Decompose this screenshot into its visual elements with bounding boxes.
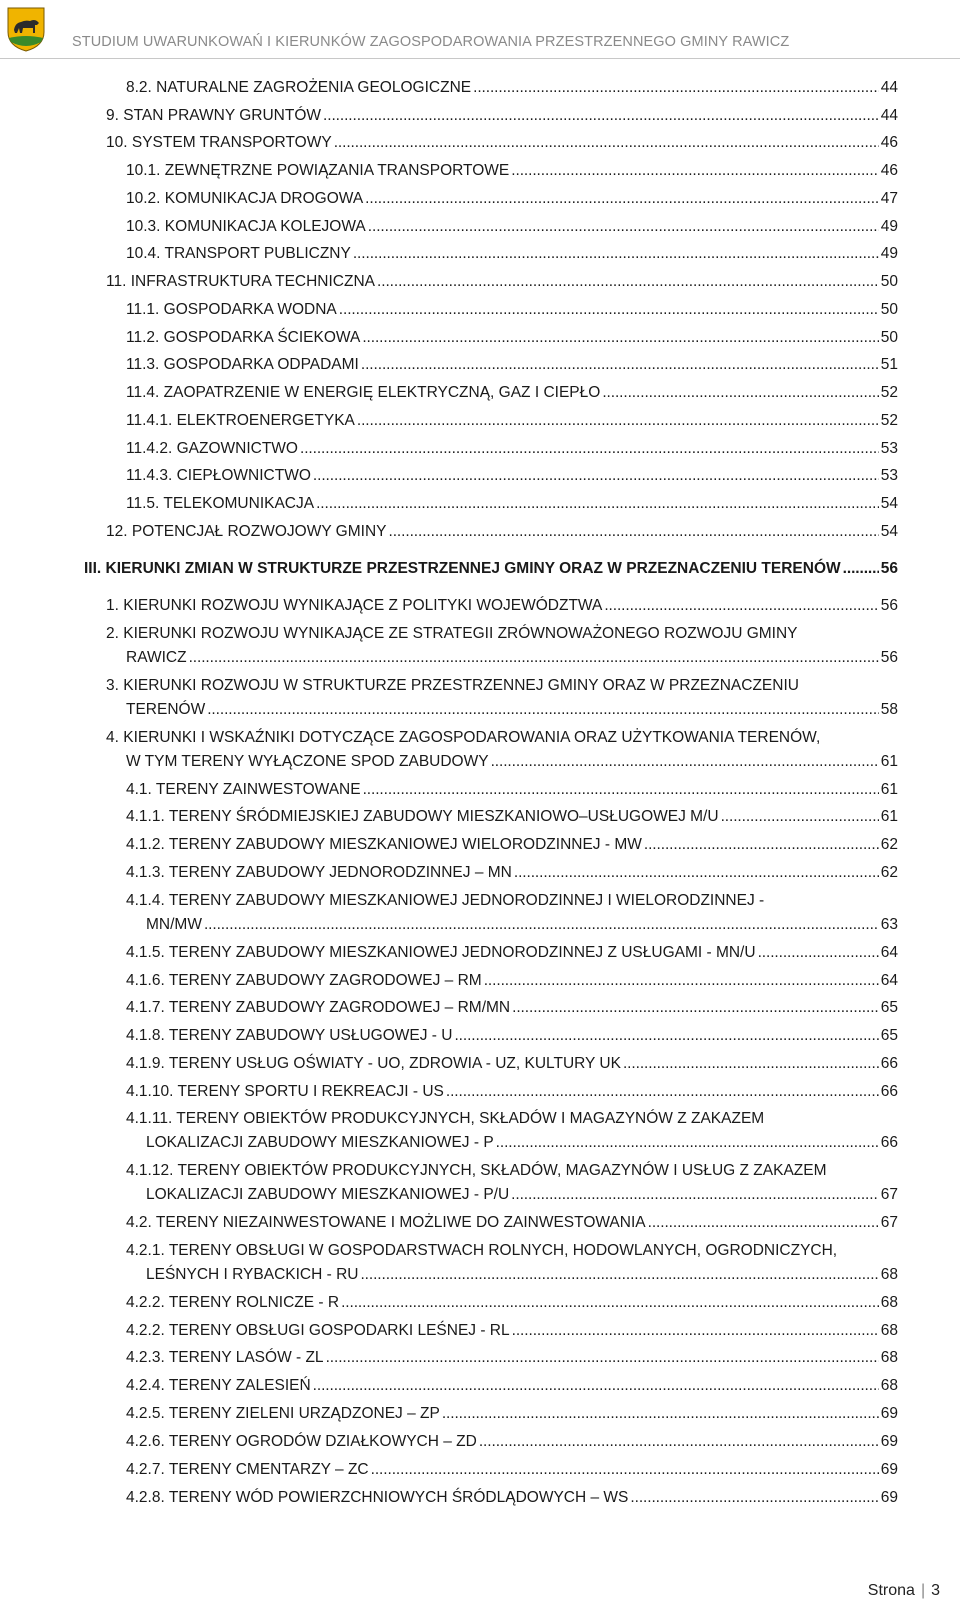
toc-number: 10.1. xyxy=(126,162,161,179)
toc-page-number: 66 xyxy=(880,1083,898,1100)
toc-leader-dots xyxy=(357,409,879,433)
toc-label xyxy=(126,833,642,857)
toc-leader-dots xyxy=(313,464,879,488)
toc-label xyxy=(126,996,510,1020)
bear-crest-icon xyxy=(6,6,46,52)
toc-page-number: 56 xyxy=(880,560,898,577)
toc-entry[interactable] xyxy=(126,187,898,211)
toc-leader-dots xyxy=(512,1319,879,1343)
toc-number: 10.4. xyxy=(126,245,161,262)
toc-label xyxy=(106,594,602,618)
toc-number: 11.3. xyxy=(126,356,160,373)
toc-page-number: 62 xyxy=(880,836,898,853)
toc-page-number: 64 xyxy=(880,972,898,989)
toc-page-number: 69 xyxy=(880,1433,898,1450)
toc-number: 4.1.2. xyxy=(126,836,165,853)
toc-number: 4.1.10. xyxy=(126,1083,174,1100)
toc-label xyxy=(126,1374,311,1398)
toc-title: TERENY LASÓW - ZL xyxy=(168,1349,324,1366)
toc-page-number: 61 xyxy=(880,808,898,825)
toc-title: KOMUNIKACJA DROGOWA xyxy=(164,190,364,207)
toc-leader-dots xyxy=(473,76,879,100)
toc-title: KOMUNIKACJA KOLEJOWA xyxy=(164,218,366,235)
toc-label xyxy=(126,326,360,350)
toc-title-continued: TERENÓW xyxy=(126,701,206,718)
toc-number: 10.3. xyxy=(126,218,161,235)
toc-leader-dots xyxy=(511,159,878,183)
toc-leader-dots xyxy=(371,1458,879,1482)
toc-leader-dots xyxy=(377,270,879,294)
toc-entry[interactable] xyxy=(126,805,898,829)
toc-number: 4.2.2. xyxy=(126,1294,165,1311)
toc-label xyxy=(126,1402,440,1426)
toc-leader-dots xyxy=(623,1052,879,1076)
toc-title: TERENY ŚRÓDMIEJSKIEJ ZABUDOWY MIESZKANIOWO–USŁUGOWEJ M/U xyxy=(168,808,719,825)
toc-page-number: 68 xyxy=(880,1294,898,1311)
toc-title: KIERUNKI ZMIAN W STRUKTURZE PRZESTRZENNEJ GMINY ORAZ W PRZEZNACZENIU TERENÓW xyxy=(105,560,841,577)
toc-label xyxy=(126,778,361,802)
toc-leader-dots xyxy=(189,646,879,670)
toc-number: 4.1.12. xyxy=(126,1162,174,1179)
toc-number: 4.1.7. xyxy=(126,999,165,1016)
toc-label xyxy=(126,1486,628,1510)
toc-label xyxy=(126,159,509,183)
toc-title: TERENY WÓD POWIERZCHNIOWYCH ŚRÓDLĄDOWYCH – WS xyxy=(168,1489,629,1506)
toc-number: 4.2.3. xyxy=(126,1349,165,1366)
toc-leader-dots xyxy=(843,557,879,581)
toc-page-number: 56 xyxy=(880,649,898,666)
toc-leader-dots xyxy=(360,1263,878,1287)
toc-number: 10. xyxy=(106,134,128,151)
toc-number: 11. xyxy=(106,273,127,290)
toc-title: CIEPŁOWNICTWO xyxy=(176,467,311,484)
toc-page-number: 53 xyxy=(880,440,898,457)
toc-label xyxy=(106,270,375,294)
toc-title: TERENY ROLNICZE - R xyxy=(168,1294,340,1311)
toc-number: 4.1.3. xyxy=(126,864,165,881)
toc-label xyxy=(126,941,756,965)
toc-title: ELEKTROENERGETYKA xyxy=(176,412,355,429)
toc-leader-dots xyxy=(353,242,879,266)
toc-leader-dots xyxy=(604,594,878,618)
toc-number: 4.2.5. xyxy=(126,1405,165,1422)
toc-page-number: 68 xyxy=(880,1266,898,1283)
toc-number: 4.1.8. xyxy=(126,1027,165,1044)
toc-title: TRANSPORT PUBLICZNY xyxy=(164,245,351,262)
toc-entry[interactable] xyxy=(126,409,898,433)
toc-page-number: 66 xyxy=(880,1055,898,1072)
toc-entry[interactable] xyxy=(126,889,898,937)
toc-entry-first-line xyxy=(126,1107,898,1131)
toc-title: KIERUNKI ROZWOJU W STRUKTURZE PRZESTRZENNEJ GMINY ORAZ W PRZEZNACZENIU xyxy=(123,677,799,694)
toc-number: 11.4.3. xyxy=(126,467,173,484)
toc-title: TERENY ZABUDOWY MIESZKANIOWEJ JEDNORODZINNEJ I WIELORODZINNEJ - xyxy=(168,892,765,909)
toc-entry[interactable] xyxy=(106,594,898,618)
toc-number: 4.1.5. xyxy=(126,944,165,961)
toc-page-number: 61 xyxy=(880,753,898,770)
toc-leader-dots xyxy=(721,805,879,829)
toc-page-number: 47 xyxy=(880,190,898,207)
toc-label xyxy=(126,242,351,266)
toc-title: TERENY NIEZAINWESTOWANE I MOŻLIWE DO ZAINWESTOWANIA xyxy=(155,1214,646,1231)
toc-label xyxy=(126,76,471,100)
toc-entry[interactable] xyxy=(126,1211,898,1235)
toc-entry[interactable] xyxy=(126,1374,898,1398)
toc-entry[interactable] xyxy=(126,464,898,488)
toc-entry[interactable] xyxy=(106,131,898,155)
toc-leader-dots xyxy=(334,131,879,155)
toc-leader-dots xyxy=(648,1211,879,1235)
toc-title: GOSPODARKA ŚCIEKOWA xyxy=(163,329,361,346)
toc-page-number: 69 xyxy=(880,1461,898,1478)
toc-label xyxy=(126,215,366,239)
toc-title: GOSPODARKA WODNA xyxy=(163,301,337,318)
toc-entry[interactable] xyxy=(126,1402,898,1426)
toc-leader-dots xyxy=(300,437,879,461)
toc-leader-dots xyxy=(758,941,879,965)
toc-title: TERENY ZABUDOWY USŁUGOWEJ - U xyxy=(168,1027,453,1044)
toc-label xyxy=(106,104,321,128)
toc-number: 4.1.11. xyxy=(126,1110,173,1127)
toc-number: 4. xyxy=(106,729,119,746)
toc-entry[interactable] xyxy=(126,1458,898,1482)
toc-title-continued: RAWICZ xyxy=(126,649,187,666)
toc-entry-first-line xyxy=(106,674,898,698)
toc-page-number: 49 xyxy=(880,218,898,235)
toc-page-number: 66 xyxy=(880,1134,898,1151)
toc-title: POTENCJAŁ ROZWOJOWY GMINY xyxy=(131,523,387,540)
toc-number: 4.2.4. xyxy=(126,1377,165,1394)
toc-entry[interactable] xyxy=(106,104,898,128)
toc-title-continued: LOKALIZACJI ZABUDOWY MIESZKANIOWEJ - P/U xyxy=(146,1186,510,1203)
toc-number: 9. xyxy=(106,107,119,124)
toc-leader-dots xyxy=(514,861,879,885)
toc-entry[interactable] xyxy=(84,557,898,581)
toc-title: TERENY ZABUDOWY ZAGRODOWEJ – RM xyxy=(168,972,482,989)
toc-label xyxy=(126,805,719,829)
toc-entry[interactable] xyxy=(106,520,898,544)
toc-leader-dots xyxy=(491,750,879,774)
toc-title-continued: LEŚNYCH I RYBACKICH - RU xyxy=(146,1266,359,1283)
toc-page-number: 68 xyxy=(880,1377,898,1394)
toc-entry[interactable] xyxy=(126,76,898,100)
toc-entry[interactable] xyxy=(126,1107,898,1155)
toc-label xyxy=(126,1319,510,1343)
toc-page-number: 67 xyxy=(880,1186,898,1203)
toc-title: STAN PRAWNY GRUNTÓW xyxy=(123,107,322,124)
toc-title-continued: W TYM TERENY WYŁĄCZONE SPOD ZABUDOWY xyxy=(126,753,489,770)
toc-title: TERENY OBSŁUGI W GOSPODARSTWACH ROLNYCH, HODOWLANYCH, OGRODNICZYCH, xyxy=(168,1242,838,1259)
toc-leader-dots xyxy=(368,215,879,239)
document-title: STUDIUM UWARUNKOWAŃ I KIERUNKÓW ZAGOSPODAROWANIA PRZESTRZENNEGO GMINY RAWICZ xyxy=(72,34,790,50)
toc-label xyxy=(126,187,363,211)
toc-leader-dots xyxy=(602,381,878,405)
toc-number: III. xyxy=(84,560,102,577)
toc-page-number: 44 xyxy=(880,107,898,124)
toc-number: 4.2.1. xyxy=(126,1242,165,1259)
toc-number: 1. xyxy=(106,597,119,614)
toc-entry[interactable] xyxy=(126,1239,898,1287)
toc-label xyxy=(126,1430,477,1454)
toc-page-number: 50 xyxy=(880,301,898,318)
toc-number: 4.1.6. xyxy=(126,972,165,989)
toc-page-number: 53 xyxy=(880,467,898,484)
toc-leader-dots xyxy=(323,104,879,128)
toc-leader-dots xyxy=(454,1024,878,1048)
toc-label xyxy=(126,1080,444,1104)
toc-title: TERENY OBIEKTÓW PRODUKCYJNYCH, SKŁADÓW, MAGAZYNÓW I USŁUG Z ZAKAZEM xyxy=(177,1162,827,1179)
toc-page-number: 63 xyxy=(880,916,898,933)
toc-entry[interactable] xyxy=(106,622,898,670)
toc-entry[interactable] xyxy=(126,996,898,1020)
toc-title: TERENY ZABUDOWY MIESZKANIOWEJ WIELORODZINNEJ - MW xyxy=(168,836,642,853)
toc-label xyxy=(126,1458,369,1482)
toc-leader-dots xyxy=(363,778,879,802)
toc-page-number: 61 xyxy=(880,781,898,798)
page-label: Strona xyxy=(867,1582,915,1599)
toc-label xyxy=(126,1346,324,1370)
toc-page-number: 54 xyxy=(880,495,898,512)
toc-title: KIERUNKI I WSKAŹNIKI DOTYCZĄCE ZAGOSPODAROWANIA ORAZ UŻYTKOWANIA TERENÓW, xyxy=(123,729,821,746)
toc-page-number: 67 xyxy=(880,1214,898,1231)
toc-page-number: 52 xyxy=(880,412,898,429)
toc-entry[interactable] xyxy=(126,242,898,266)
toc-number: 2. xyxy=(106,625,119,642)
toc-entry[interactable] xyxy=(126,1319,898,1343)
toc-number: 11.4.1. xyxy=(126,412,173,429)
toc-number: 11.4.2. xyxy=(126,440,173,457)
toc-entry-first-line xyxy=(126,1239,898,1263)
toc-number: 4.2.2. xyxy=(126,1322,165,1339)
toc-number: 4.1. xyxy=(126,781,152,798)
toc-title: TERENY ZABUDOWY JEDNORODZINNEJ – MN xyxy=(168,864,512,881)
toc-leader-dots xyxy=(204,913,879,937)
toc-leader-dots xyxy=(316,492,879,516)
toc-title: ZAOPATRZENIE W ENERGIĘ ELEKTRYCZNĄ, GAZ I CIEPŁO xyxy=(163,384,601,401)
toc-label xyxy=(84,557,841,581)
toc-title: TERENY OBIEKTÓW PRODUKCYJNYCH, SKŁADÓW I MAGAZYNÓW Z ZAKAZEM xyxy=(176,1110,765,1127)
toc-title: GAZOWNICTWO xyxy=(176,440,298,457)
toc-number: 4.2.6. xyxy=(126,1433,165,1450)
toc-number: 4.2. xyxy=(126,1214,152,1231)
toc-leader-dots xyxy=(630,1486,878,1510)
toc-entry[interactable] xyxy=(126,941,898,965)
toc-number: 4.1.9. xyxy=(126,1055,165,1072)
toc-number: 11.4. xyxy=(126,384,160,401)
toc-entry[interactable] xyxy=(106,726,898,774)
toc-page-number: 62 xyxy=(880,864,898,881)
toc-label xyxy=(126,298,337,322)
toc-entry[interactable] xyxy=(126,778,898,802)
toc-page-number: 64 xyxy=(880,944,898,961)
toc-entry[interactable] xyxy=(126,159,898,183)
toc-page-number: 44 xyxy=(880,79,898,96)
toc-leader-dots xyxy=(512,996,879,1020)
toc-leader-dots xyxy=(484,969,879,993)
toc-leader-dots xyxy=(361,353,879,377)
toc-number: 4.2.8. xyxy=(126,1489,165,1506)
toc-label xyxy=(126,464,311,488)
toc-leader-dots xyxy=(442,1402,879,1426)
toc-leader-dots xyxy=(207,698,879,722)
toc-leader-dots xyxy=(511,1183,879,1207)
toc-title: TERENY CMENTARZY – ZC xyxy=(168,1461,369,1478)
toc-leader-dots xyxy=(446,1080,879,1104)
toc-label xyxy=(126,353,359,377)
toc-entry[interactable] xyxy=(126,1291,898,1315)
toc-title-continued: LOKALIZACJI ZABUDOWY MIESZKANIOWEJ - P xyxy=(146,1134,494,1151)
toc-title: NATURALNE ZAGROŻENIA GEOLOGICZNE xyxy=(156,79,472,96)
toc-title: KIERUNKI ROZWOJU WYNIKAJĄCE Z POLITYKI WOJEWÓDZTWA xyxy=(123,597,603,614)
toc-number: 11.2. xyxy=(126,329,160,346)
toc-entry-first-line xyxy=(126,1159,898,1183)
toc-entry[interactable] xyxy=(126,1346,898,1370)
toc-page-number: 68 xyxy=(880,1349,898,1366)
toc-label xyxy=(126,1291,339,1315)
toc-label xyxy=(126,437,298,461)
toc-page-number: 69 xyxy=(880,1489,898,1506)
toc-page-number: 65 xyxy=(880,1027,898,1044)
toc-number: 12. xyxy=(106,523,128,540)
toc-label xyxy=(106,520,387,544)
page-footer xyxy=(868,1582,940,1600)
toc-page-number: 56 xyxy=(880,597,898,614)
toc-page-number: 52 xyxy=(880,384,898,401)
toc-number: 4.1.4. xyxy=(126,892,165,909)
toc-leader-dots xyxy=(326,1346,879,1370)
toc-entry[interactable] xyxy=(126,437,898,461)
toc-title: TERENY ZABUDOWY MIESZKANIOWEJ JEDNORODZINNEJ Z USŁUGAMI - MN/U xyxy=(168,944,756,961)
toc-page-number: 69 xyxy=(880,1405,898,1422)
toc-page-number: 50 xyxy=(880,329,898,346)
toc-entry[interactable] xyxy=(126,1486,898,1510)
toc-leader-dots xyxy=(365,187,879,211)
toc-entry[interactable] xyxy=(126,1159,898,1207)
page-header xyxy=(0,0,960,59)
toc-leader-dots xyxy=(341,1291,879,1315)
toc-number: 4.2.7. xyxy=(126,1461,165,1478)
toc-leader-dots xyxy=(479,1430,879,1454)
toc-label xyxy=(126,1052,621,1076)
toc-page-number: 68 xyxy=(880,1322,898,1339)
toc-leader-dots xyxy=(362,326,878,350)
toc-page-number: 46 xyxy=(880,162,898,179)
toc-page-number: 49 xyxy=(880,245,898,262)
toc-number: 4.1.1. xyxy=(126,808,165,825)
toc-label xyxy=(126,861,512,885)
toc-number: 3. xyxy=(106,677,119,694)
toc-leader-dots xyxy=(644,833,879,857)
toc-page-number: 58 xyxy=(880,701,898,718)
toc-title: TERENY ZIELENI URZĄDZONEJ – ZP xyxy=(168,1405,440,1422)
toc-title: TERENY SPORTU I REKREACJI - US xyxy=(177,1083,444,1100)
toc-entry[interactable] xyxy=(126,298,898,322)
toc-page-number: 50 xyxy=(880,273,898,290)
toc-entry[interactable] xyxy=(126,1024,898,1048)
toc-title: TERENY ZALESIEŃ xyxy=(168,1377,311,1394)
toc-label xyxy=(126,1211,646,1235)
toc-page-number: 46 xyxy=(880,134,898,151)
toc-number: 11.1. xyxy=(126,301,160,318)
toc-label xyxy=(126,492,314,516)
toc-number: 8.2. xyxy=(126,79,152,96)
toc-entry[interactable] xyxy=(126,861,898,885)
toc-number: 11.5. xyxy=(126,495,160,512)
toc-entry[interactable] xyxy=(126,969,898,993)
toc-entry[interactable] xyxy=(106,270,898,294)
toc-title: TERENY USŁUG OŚWIATY - UO, ZDROWIA - UZ, KULTURY UK xyxy=(168,1055,621,1072)
toc-label xyxy=(126,409,355,433)
toc-title: SYSTEM TRANSPORTOWY xyxy=(131,134,332,151)
toc-entry[interactable] xyxy=(126,215,898,239)
toc-title: GOSPODARKA ODPADAMI xyxy=(163,356,359,373)
toc-leader-dots xyxy=(389,520,879,544)
footer-separator: | xyxy=(920,1582,926,1599)
toc-title: TERENY OBSŁUGI GOSPODARKI LEŚNEJ - RL xyxy=(168,1322,510,1339)
toc-entry-first-line xyxy=(126,889,898,913)
toc-leader-dots xyxy=(313,1374,879,1398)
toc-number: 10.2. xyxy=(126,190,161,207)
toc-entry[interactable] xyxy=(106,674,898,722)
toc-entry-first-line xyxy=(106,726,898,750)
toc-entry[interactable] xyxy=(126,492,898,516)
toc-entry[interactable] xyxy=(126,381,898,405)
toc-label xyxy=(106,131,332,155)
page-number: 3 xyxy=(931,1582,940,1599)
toc-title: INFRASTRUKTURA TECHNICZNA xyxy=(130,273,376,290)
toc-title: TERENY ZABUDOWY ZAGRODOWEJ – RM/MN xyxy=(168,999,511,1016)
toc-title: TELEKOMUNIKACJA xyxy=(163,495,315,512)
toc-entry-first-line xyxy=(106,622,898,646)
toc-entry[interactable] xyxy=(126,1052,898,1076)
toc-entry[interactable] xyxy=(126,1080,898,1104)
toc-page-number: 51 xyxy=(880,356,898,373)
toc-leader-dots xyxy=(496,1131,879,1155)
toc-entry[interactable] xyxy=(126,833,898,857)
toc-title: ZEWNĘTRZNE POWIĄZANIA TRANSPORTOWE xyxy=(164,162,510,179)
toc-page-number: 65 xyxy=(880,999,898,1016)
toc-entry[interactable] xyxy=(126,353,898,377)
toc-leader-dots xyxy=(339,298,879,322)
toc-title: TERENY ZAINWESTOWANE xyxy=(155,781,361,798)
toc-label xyxy=(126,1024,452,1048)
toc-label xyxy=(126,381,600,405)
toc-entry[interactable] xyxy=(126,326,898,350)
toc-entry[interactable] xyxy=(126,1430,898,1454)
toc-title: TERENY OGRODÓW DZIAŁKOWYCH – ZD xyxy=(168,1433,477,1450)
toc-title-continued: MN/MW xyxy=(146,916,202,933)
toc-label xyxy=(126,969,482,993)
toc-page-number: 54 xyxy=(880,523,898,540)
toc-title: KIERUNKI ROZWOJU WYNIKAJĄCE ZE STRATEGII ZRÓWNOWAŻONEGO ROZWOJU GMINY xyxy=(123,625,798,642)
